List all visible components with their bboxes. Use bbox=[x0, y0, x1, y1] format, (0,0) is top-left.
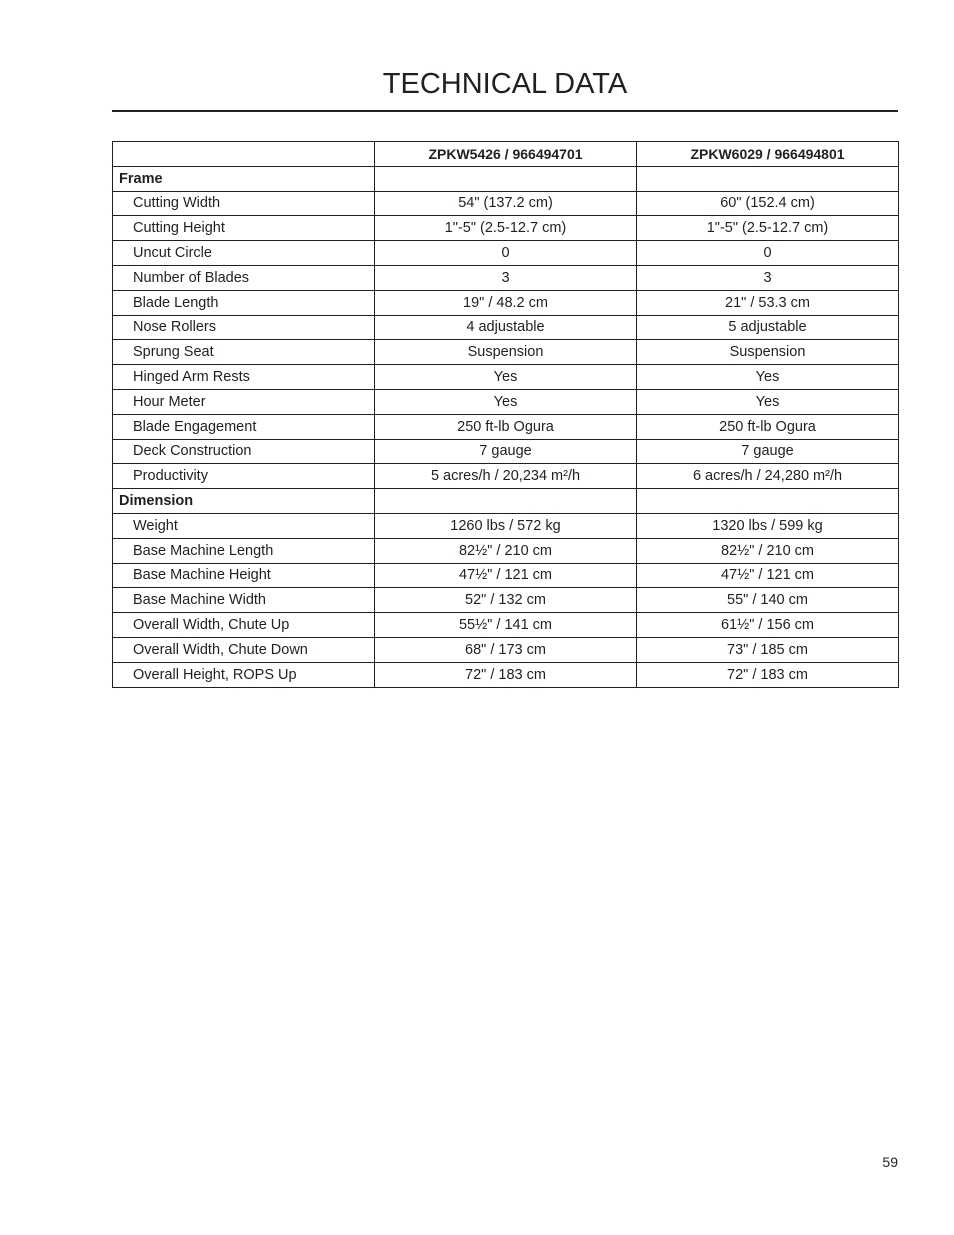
table-row bbox=[113, 216, 899, 241]
spec-value-model-b: 6 acres/h / 24,280 m²/h bbox=[637, 464, 899, 489]
table-row bbox=[113, 290, 899, 315]
table-row bbox=[113, 340, 899, 365]
spec-label: Uncut Circle bbox=[113, 241, 375, 266]
spec-value-model-a: 47½" / 121 cm bbox=[375, 563, 637, 588]
spec-label: Overall Width, Chute Down bbox=[113, 637, 375, 662]
section-empty-cell bbox=[637, 166, 899, 191]
table-row bbox=[113, 315, 899, 340]
spec-value-model-b: 61½" / 156 cm bbox=[637, 613, 899, 638]
spec-value-model-b: 7 gauge bbox=[637, 439, 899, 464]
table-row bbox=[113, 389, 899, 414]
spec-value-model-a: 4 adjustable bbox=[375, 315, 637, 340]
page-number: 59 bbox=[882, 1154, 898, 1170]
spec-value-model-b: 250 ft-lb Ogura bbox=[637, 414, 899, 439]
table-row bbox=[113, 588, 899, 613]
spec-label: Deck Construction bbox=[113, 439, 375, 464]
spec-value-model-a: 7 gauge bbox=[375, 439, 637, 464]
section-row-frame bbox=[113, 166, 899, 191]
spec-value-model-a: 72" / 183 cm bbox=[375, 662, 637, 687]
spec-label: Cutting Width bbox=[113, 191, 375, 216]
section-heading: Dimension bbox=[113, 489, 375, 514]
spec-value-model-a: Suspension bbox=[375, 340, 637, 365]
spec-value-model-b: 82½" / 210 cm bbox=[637, 538, 899, 563]
spec-value-model-b: 5 adjustable bbox=[637, 315, 899, 340]
spec-value-model-b: 1320 lbs / 599 kg bbox=[637, 513, 899, 538]
spec-value-model-a: 1"-5" (2.5-12.7 cm) bbox=[375, 216, 637, 241]
table-body bbox=[113, 166, 899, 687]
section-empty-cell bbox=[637, 489, 899, 514]
spec-value-model-b: 3 bbox=[637, 265, 899, 290]
title-divider bbox=[112, 110, 898, 112]
spec-value-model-a: Yes bbox=[375, 365, 637, 390]
header-model-a: ZPKW5426 / 966494701 bbox=[375, 142, 637, 167]
spec-label: Cutting Height bbox=[113, 216, 375, 241]
spec-value-model-b: 0 bbox=[637, 241, 899, 266]
spec-label: Overall Height, ROPS Up bbox=[113, 662, 375, 687]
section-empty-cell bbox=[375, 166, 637, 191]
spec-value-model-b: Suspension bbox=[637, 340, 899, 365]
spec-label: Base Machine Length bbox=[113, 538, 375, 563]
spec-value-model-a: 5 acres/h / 20,234 m²/h bbox=[375, 464, 637, 489]
section-empty-cell bbox=[375, 489, 637, 514]
table-row bbox=[113, 563, 899, 588]
spec-value-model-b: 72" / 183 cm bbox=[637, 662, 899, 687]
table-row bbox=[113, 662, 899, 687]
table-row bbox=[113, 538, 899, 563]
spec-value-model-b: 47½" / 121 cm bbox=[637, 563, 899, 588]
spec-value-model-a: 52" / 132 cm bbox=[375, 588, 637, 613]
spec-label: Hour Meter bbox=[113, 389, 375, 414]
spec-value-model-a: 82½" / 210 cm bbox=[375, 538, 637, 563]
spec-value-model-b: 1"-5" (2.5-12.7 cm) bbox=[637, 216, 899, 241]
spec-value-model-b: 21" / 53.3 cm bbox=[637, 290, 899, 315]
section-heading: Frame bbox=[113, 166, 375, 191]
technical-data-table bbox=[112, 141, 899, 688]
table-header-row bbox=[113, 142, 899, 167]
table-row bbox=[113, 414, 899, 439]
section-row-dimension bbox=[113, 489, 899, 514]
spec-value-model-b: 55" / 140 cm bbox=[637, 588, 899, 613]
table-row bbox=[113, 464, 899, 489]
spec-label: Base Machine Width bbox=[113, 588, 375, 613]
spec-label: Nose Rollers bbox=[113, 315, 375, 340]
spec-value-model-b: Yes bbox=[637, 389, 899, 414]
table-row bbox=[113, 439, 899, 464]
spec-label: Hinged Arm Rests bbox=[113, 365, 375, 390]
spec-label: Overall Width, Chute Up bbox=[113, 613, 375, 638]
spec-value-model-a: 54" (137.2 cm) bbox=[375, 191, 637, 216]
table-row bbox=[113, 241, 899, 266]
page-title: TECHNICAL DATA bbox=[382, 68, 628, 100]
spec-value-model-a: 0 bbox=[375, 241, 637, 266]
header-label-cell bbox=[113, 142, 375, 167]
spec-label: Weight bbox=[113, 513, 375, 538]
spec-value-model-a: 1260 lbs / 572 kg bbox=[375, 513, 637, 538]
header-model-b: ZPKW6029 / 966494801 bbox=[637, 142, 899, 167]
table-row bbox=[113, 613, 899, 638]
table-row bbox=[113, 365, 899, 390]
spec-value-model-b: 60" (152.4 cm) bbox=[637, 191, 899, 216]
spec-label: Productivity bbox=[113, 464, 375, 489]
spec-label: Number of Blades bbox=[113, 265, 375, 290]
spec-value-model-a: 250 ft-lb Ogura bbox=[375, 414, 637, 439]
spec-value-model-a: 19" / 48.2 cm bbox=[375, 290, 637, 315]
table-row bbox=[113, 637, 899, 662]
spec-value-model-b: Yes bbox=[637, 365, 899, 390]
spec-value-model-a: 55½" / 141 cm bbox=[375, 613, 637, 638]
spec-value-model-b: 73" / 185 cm bbox=[637, 637, 899, 662]
spec-label: Base Machine Height bbox=[113, 563, 375, 588]
table-row bbox=[113, 191, 899, 216]
spec-value-model-a: Yes bbox=[375, 389, 637, 414]
spec-value-model-a: 68" / 173 cm bbox=[375, 637, 637, 662]
spec-label: Blade Engagement bbox=[113, 414, 375, 439]
table-row bbox=[113, 265, 899, 290]
spec-label: Sprung Seat bbox=[113, 340, 375, 365]
spec-label: Blade Length bbox=[113, 290, 375, 315]
table-row bbox=[113, 513, 899, 538]
spec-value-model-a: 3 bbox=[375, 265, 637, 290]
